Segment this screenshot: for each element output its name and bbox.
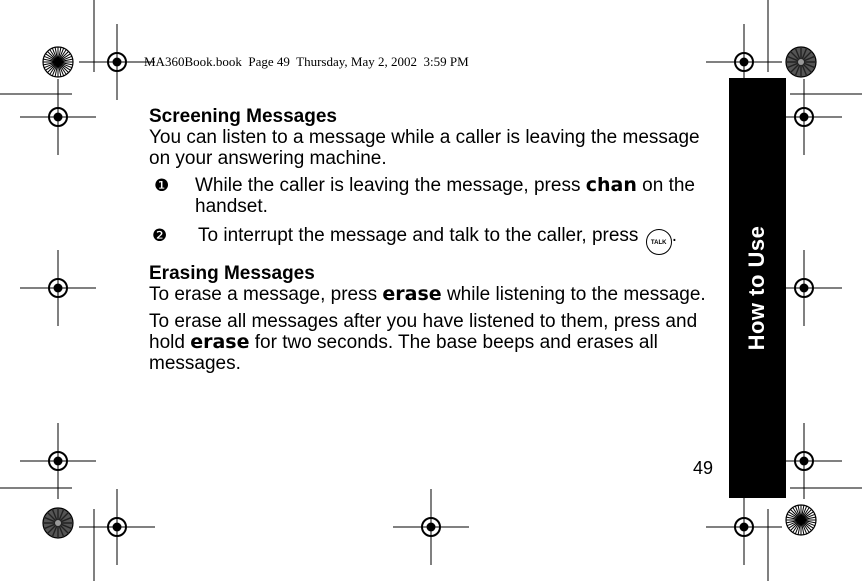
erase-key-hold: erase <box>190 331 250 353</box>
step-2-text-before: To interrupt the message and talk to the caller, press <box>198 225 644 246</box>
step-1-text-before: While the caller is leaving the message, press <box>195 175 586 196</box>
print-header: MA360Book.book Page 49 Thursday, May 2, 2002 3:59 PM <box>144 54 469 69</box>
erasing-heading: Erasing Messages <box>149 263 315 284</box>
page-content <box>149 106 709 374</box>
screening-heading: Screening Messages <box>149 106 337 127</box>
step-1-text-after: on the handset. <box>195 175 695 217</box>
erasing-paragraph-2 <box>149 311 709 374</box>
step-2 <box>149 223 709 255</box>
chan-key: chan <box>585 174 637 196</box>
erasing-p1-before: To erase a message, press <box>149 284 383 305</box>
step-1-number: ❶ <box>154 176 170 195</box>
erasing-paragraph-1 <box>149 284 709 305</box>
page-number: 49 <box>693 458 714 478</box>
step-2-text-after: . <box>671 225 677 246</box>
erasing-section <box>149 263 709 374</box>
erase-key: erase <box>382 283 442 305</box>
step-2-number: ❷ <box>152 226 168 245</box>
talk-key-icon: TALK <box>646 229 672 255</box>
side-tab-label: How to Use <box>744 225 769 351</box>
erasing-p2-before: To erase all messages after you have listened to them, press and hold <box>149 311 698 353</box>
erasing-p2-after: for two seconds. The base beeps and erases all messages. <box>149 332 658 374</box>
erasing-p1-after: while listening to the message. <box>441 284 706 305</box>
step-1 <box>149 175 709 217</box>
screening-intro: You can listen to a message while a caller is leaving the message on your answering machine. <box>149 127 700 169</box>
